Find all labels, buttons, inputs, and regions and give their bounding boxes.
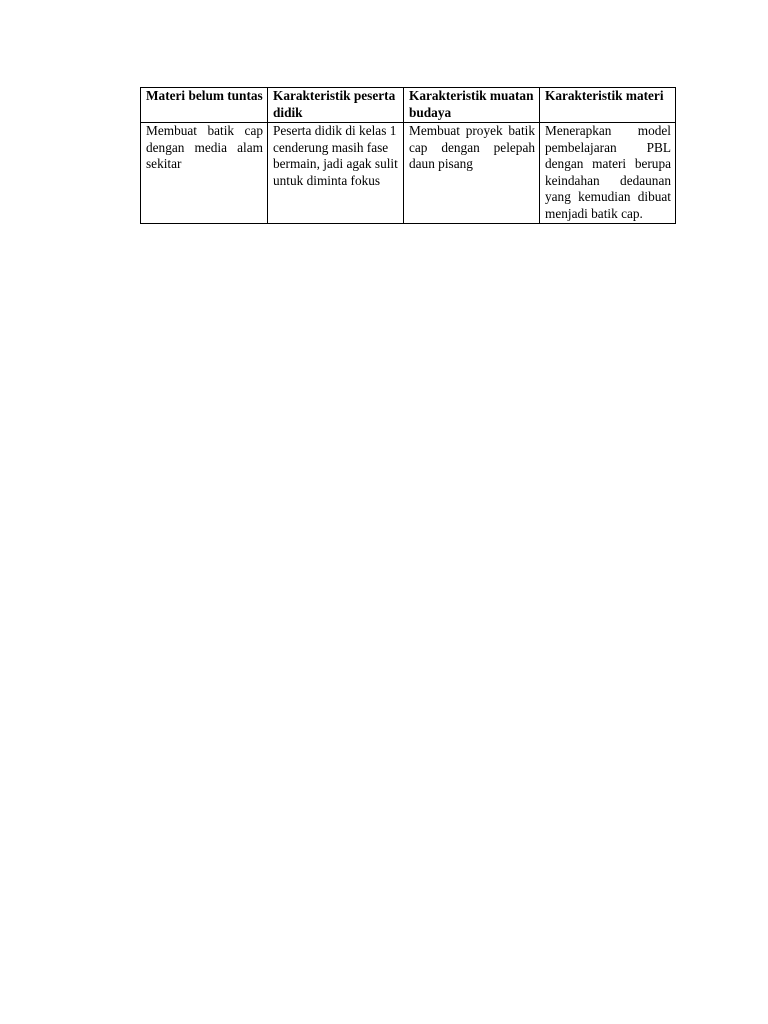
- cell-materi-belum-tuntas: Membuat batik cap dengan media alam sekitar: [141, 123, 268, 224]
- cell-karakteristik-materi: Menerapkan model pembelajaran PBL dengan materi berupa keindahan dedaunan yang kemudian dibuat menjadi batik cap.: [540, 123, 676, 224]
- header-materi-belum-tuntas: Materi belum tuntas: [141, 88, 268, 123]
- header-karakteristik-muatan-budaya: Karakteristik muatan budaya: [404, 88, 540, 123]
- table-header-row: [141, 88, 676, 123]
- analysis-table: [140, 87, 676, 224]
- table-row: [141, 123, 676, 224]
- header-karakteristik-peserta-didik: Karakteristik peserta didik: [268, 88, 404, 123]
- header-karakteristik-materi: Karakteristik materi: [540, 88, 676, 123]
- cell-karakteristik-peserta-didik: Peserta didik di kelas 1 cenderung masih fase bermain, jadi agak sulit untuk diminta fokus: [268, 123, 404, 224]
- cell-karakteristik-muatan-budaya: Membuat proyek batik cap dengan pelepah daun pisang: [404, 123, 540, 224]
